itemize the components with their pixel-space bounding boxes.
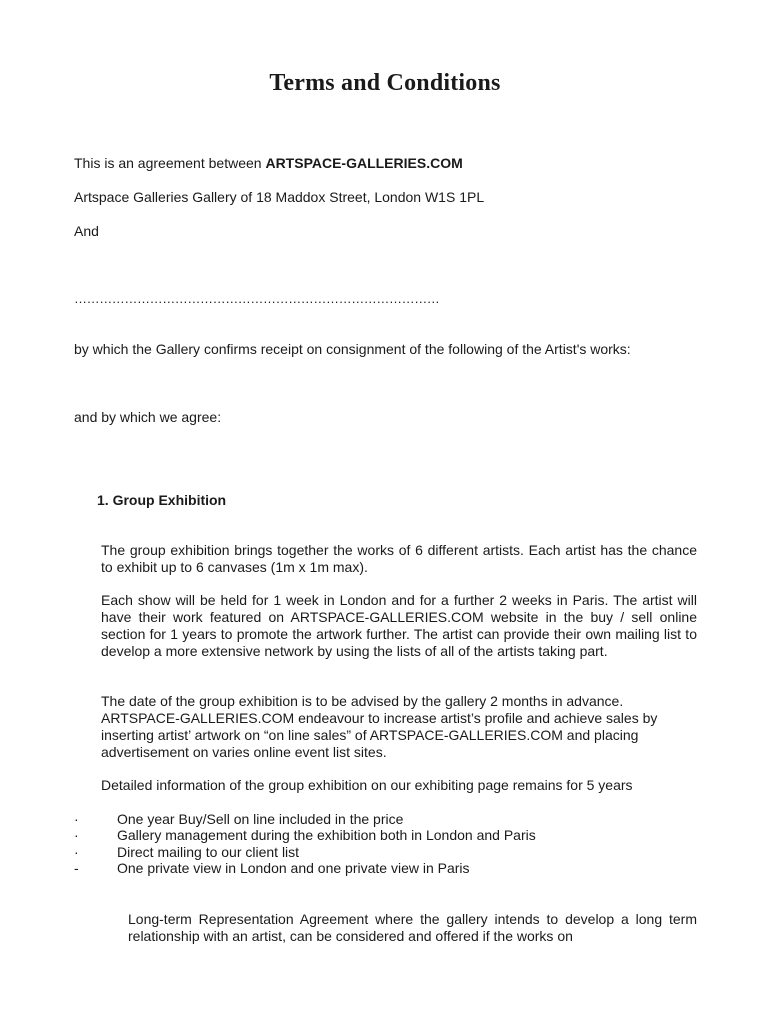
paragraph-1: The group exhibition brings together the works of 6 different artists. Each artist has the chance to exhibit up to 6 canvases (1m x 1m max). bbox=[101, 542, 697, 575]
paragraph-2: Each show will be held for 1 week in London and for a further 2 weeks in Paris. The artist will have their work featured on ARTSPACE-GALLERIES.COM website in the buy / sell online section for 1 years to promote the artwork further. The artist can provide their own mailing list to develop a more extensive network by using the lists of all of the artists taking part. bbox=[101, 592, 697, 659]
list-item bbox=[74, 860, 470, 877]
bullet-text: One private view in London and one private view in Paris bbox=[117, 860, 470, 876]
intro-prefix: This is an agreement between bbox=[74, 155, 266, 171]
address-line: Artspace Galleries Gallery of 18 Maddox Street, London W1S 1PL bbox=[74, 189, 485, 205]
list-item bbox=[74, 844, 299, 861]
page-title: Terms and Conditions bbox=[269, 70, 501, 96]
list-item bbox=[74, 811, 403, 828]
list-item bbox=[74, 827, 536, 844]
confirms-line: by which the Gallery confirms receipt on consignment of the following of the Artist's works: bbox=[74, 341, 631, 357]
intro-line bbox=[74, 155, 463, 172]
bullet-text: One year Buy/Sell on line included in the price bbox=[117, 811, 404, 827]
section-heading: 1. Group Exhibition bbox=[97, 492, 227, 508]
dotted-signature-line: …………………………………………………………………………… bbox=[74, 291, 440, 306]
bullet-text: Direct mailing to our client list bbox=[117, 844, 300, 860]
long-term-paragraph: Long-term Representation Agreement where the gallery intends to develop a long term relationship with an artist, can be considered and offered if the works on bbox=[128, 911, 697, 944]
bullet-mark: · bbox=[74, 827, 79, 843]
paragraph-4: Detailed information of the group exhibition on our exhibiting page remains for 5 years bbox=[101, 777, 633, 793]
bullet-mark: · bbox=[74, 844, 79, 860]
bullet-mark: · bbox=[74, 811, 79, 827]
and-line: And bbox=[74, 223, 99, 239]
bullet-text: Gallery management during the exhibition both in London and Paris bbox=[117, 827, 536, 843]
agree-line: and by which we agree: bbox=[74, 409, 222, 425]
intro-company: ARTSPACE-GALLERIES.COM bbox=[265, 155, 463, 171]
bullet-mark: - bbox=[74, 860, 79, 876]
paragraph-3: The date of the group exhibition is to be advised by the gallery 2 months in advance. ARTSPACE-GALLERIES.COM endeavour to increase artist’s profile and achieve sales by inserting artist’ artwork on “on line sales” of ARTSPACE-GALLERIES.COM and placing advertisement on varies online event list sites. bbox=[101, 693, 658, 760]
